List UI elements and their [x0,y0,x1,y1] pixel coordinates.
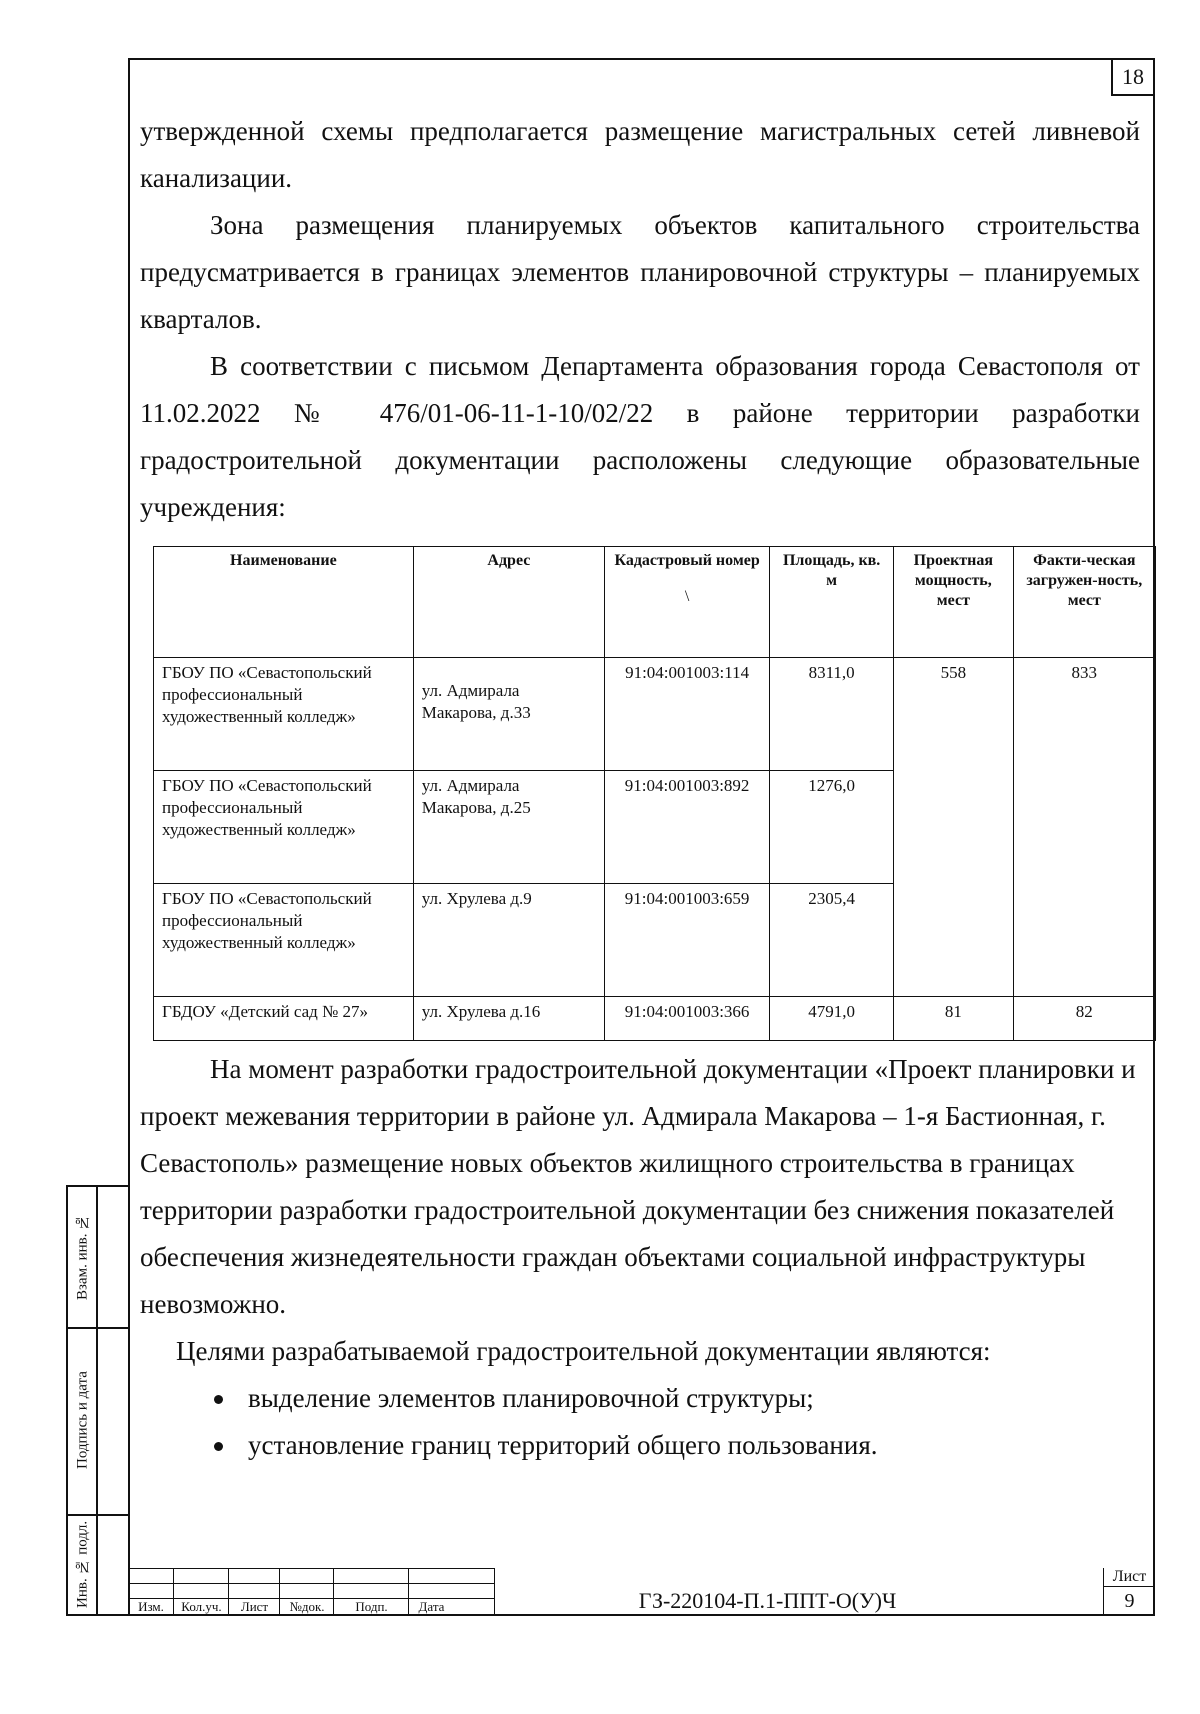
stamp-label-change: Изм. [138,1599,164,1614]
cell-load [1013,884,1155,997]
paragraph-4: На момент разработки градостроительной документации «Проект планировки и проект межевания территории в районе ул. Адмирала Макарова – 1-я Бастионная, г. Севастополь» размещение новых объектов жилищного строительства в границах территории разработки градостроительной документации без снижения показателей обеспечения жизнедеятельности граждан объектами социальной инфраструктуры невозможно. [140,1054,1136,1319]
paragraph-2: Зона размещения планируемых объектов капитального строительства предусматривается в границах элементов планировочной структуры – планируемых кварталов. [140,210,1140,334]
cell-area: 2305,4 [770,884,894,997]
bullet-icon [214,1442,223,1451]
header-area: Площадь, кв. м [770,547,894,658]
header-capacity: Проектная мощность, мест [894,547,1014,658]
cell-load: 833 [1013,658,1155,771]
cell-address-text: ул. Адмирала Макарова, д.33 [421,681,531,722]
cell-address: ул. Хрулева д.16 [413,997,604,1041]
cell-cadastral: 91:04:001003:114 [605,658,770,771]
header-name: Наименование [154,547,414,658]
cell-name: ГБДОУ «Детский сад № 27» [154,997,414,1041]
cell-load [1013,771,1155,884]
cell-capacity: 81 [894,997,1014,1041]
cell-name: ГБОУ ПО «Севастопольский профессиональный художественный колледж» [154,884,414,997]
cell-name: ГБОУ ПО «Севастопольский профессиональный художественный колледж» [154,658,414,771]
side-stamp [66,1185,130,1616]
body-text-top [140,108,1140,531]
header-mark: \ [684,588,690,605]
cell-cadastral: 91:04:001003:659 [605,884,770,997]
goals-list [140,1375,1140,1469]
cell-name: ГБОУ ПО «Севастопольский профессиональный художественный колледж» [154,771,414,884]
side-label-inventory: Инв. № подл. [74,1520,91,1608]
stamp-label-sheet: Лист [240,1599,269,1614]
stamp-label-sign: Подп. [355,1599,388,1614]
cell-area: 1276,0 [770,771,894,884]
cell-area: 8311,0 [770,658,894,771]
bullet-icon [214,1395,223,1404]
side-label-replace: Взам. инв. № [74,1213,91,1301]
paragraph-3: В соответствии с письмом Департамента образования города Севастополя от 11.02.2022 № 476/01-06-11-1-10/02/22 в районе территории разработки градостроительной документации расположены следующие образовательные учреждения: [140,351,1140,522]
body-text-bottom [140,1046,1140,1469]
sheet-box [1103,1568,1155,1616]
document-code: ГЗ-220104-П.1-ППТ-О(У)Ч [638,1588,897,1613]
table-header-row [154,547,1156,658]
stamp-label-count: Кол.уч. [181,1599,222,1614]
paragraph-5: Целями разрабатываемой градостроительной документации являются: [176,1336,991,1366]
paragraph-1: утвержденной схемы предполагается размещение магистральных сетей ливневой [140,116,1140,146]
sheet-number: 9 [1124,1590,1135,1612]
schools-table [153,546,1156,1041]
header-load: Факти-ческая загружен-ность, мест [1013,547,1155,658]
table-row [154,997,1156,1041]
cell-capacity [894,884,1014,997]
table-row [154,884,1156,997]
side-divider [96,1187,98,1614]
paragraph-1-end: канализации. [140,163,293,193]
cell-cadastral: 91:04:001003:892 [605,771,770,884]
header-cadastral-label: Кадастровый номер [614,552,760,569]
cell-capacity: 558 [894,658,1014,771]
table-row [154,771,1156,884]
stamp-label-doc: №док. [289,1599,325,1614]
list-item [140,1422,1140,1469]
header-address: Адрес [413,547,604,658]
cell-cadastral: 91:04:001003:366 [605,997,770,1041]
cell-load: 82 [1013,997,1155,1041]
header-cadastral [605,547,770,658]
list-item-text: выделение элементов планировочной структуры; [248,1383,814,1413]
table-row [154,658,1156,771]
sheet-label: Лист [1104,1568,1155,1587]
side-label-signature: Подпись и дата [74,1371,91,1470]
list-item [140,1375,1140,1422]
cell-address: ул. Хрулева д.9 [413,884,604,997]
list-item-text: установление границ территорий общего пользования. [248,1430,878,1460]
cell-capacity [894,771,1014,884]
cell-address: ул. Адмирала Макарова, д.25 [413,771,604,884]
cell-area: 4791,0 [770,997,894,1041]
page-number: 18 [1111,58,1155,96]
stamp-label-date: Дата [418,1599,445,1614]
cell-address [413,658,604,771]
